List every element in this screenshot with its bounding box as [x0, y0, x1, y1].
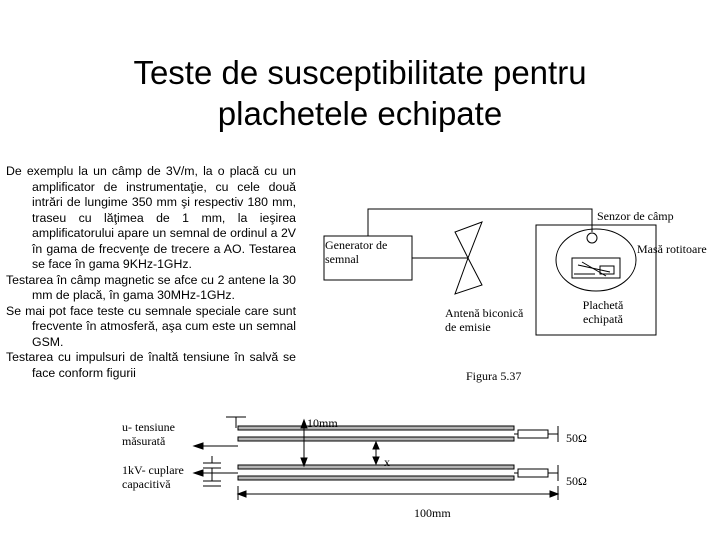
paragraph-3: Se mai pot face teste cu semnale speciale care sunt frecvente în atmosferă, aşa cum este un semnal GSM. [6, 303, 296, 349]
resistor-upper-label: 50Ω [566, 431, 587, 445]
spacing-label: 10mm [307, 416, 338, 430]
title-line-2: plachetele echipate [217, 95, 503, 132]
x-label: x [384, 455, 390, 469]
figure-caption: Figura 5.37 [466, 369, 522, 383]
capacitor-icon [203, 456, 221, 486]
field-sensor-icon [587, 233, 597, 243]
paragraph-2: Testarea în câmp magnetic se afce cu 2 antene la 30 mm de placă, în gama 30MHz-1GHz. [6, 272, 296, 302]
resistor-upper-icon [514, 426, 558, 442]
bottom-figure [194, 417, 558, 500]
conductor-lower-1 [238, 465, 514, 469]
title-line-1: Teste de susceptibilitate pentru [133, 54, 587, 91]
voltage-label: u- tensiune măsurată [122, 420, 175, 448]
table-label: Masă rotitoare [637, 242, 707, 256]
conductor-upper-1 [238, 426, 514, 430]
antenna-label: Antenă biconică de emisie [445, 306, 524, 334]
resistor-lower-icon [514, 465, 558, 481]
paragraph-1: De exemplu la un câmp de 3V/m, la o placă cu un amplificator de instrumentaţie, cu cele două intrări de lungime 350 mm şi respectiv 180 mm, traseu cu lăţimea de 1 mm, la ieşirea amplificatorului apare un semnal de ordinul a 2V în gama de frecvenţe de trecere a AO. Testarea se face în gama 9KHz-1GHz. [6, 164, 296, 271]
conductor-lower-2 [238, 476, 514, 480]
board-under-test-icon [572, 258, 620, 278]
paragraph-4: Testarea cu impulsuri de înaltă tensiune în salvă se face conform figurii [6, 350, 296, 380]
board-label: Plachetă echipată [582, 298, 624, 326]
length-label: 100mm [414, 506, 451, 520]
conductor-upper-2 [238, 437, 514, 441]
resistor-lower-label: 50Ω [566, 474, 587, 488]
generator-label: Generator de semnal [325, 238, 388, 266]
rotating-table-ellipse [556, 229, 636, 291]
coupling-label: 1kV- cuplare capacitivă [122, 463, 184, 491]
sensor-label: Senzor de câmp [597, 209, 674, 223]
